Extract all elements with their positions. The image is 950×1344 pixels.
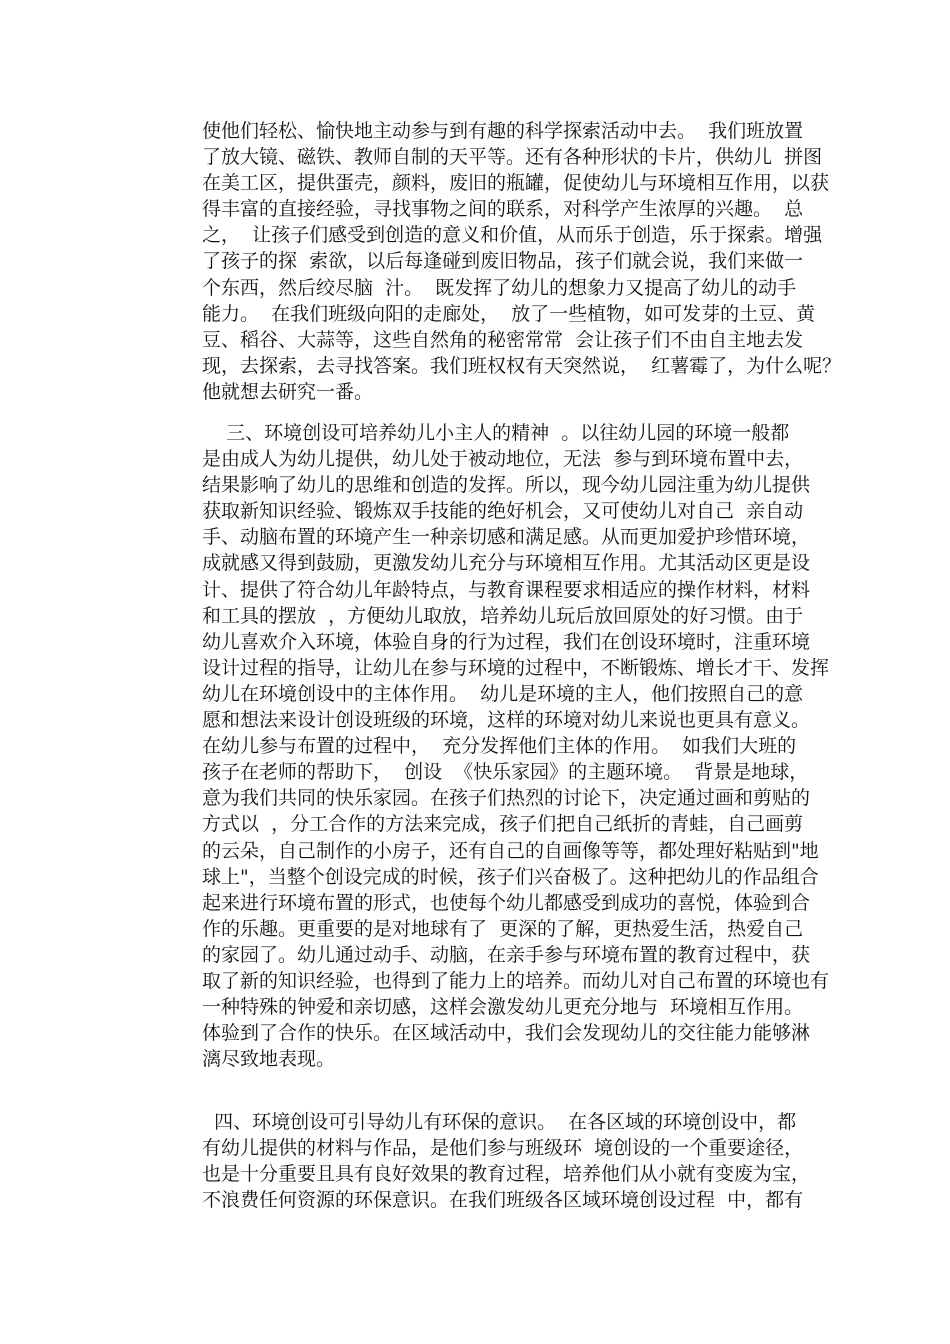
text-line: 的家园了。幼儿通过动手、动脑，在亲手参与环境布置的教育过程中，获 xyxy=(202,943,811,966)
text-line: 使他们轻松、愉快地主动参与到有趣的科学探索活动中去。 我们班放置 xyxy=(202,120,804,142)
text-line: 取了新的知识经验，也得到了能力上的培养。而幼儿对自己布置的环境也有 xyxy=(202,969,830,992)
text-line: 孩子在老师的帮助下， 创设 《快乐家园》的主题环境。 背景是地球， xyxy=(202,761,809,784)
text-line: 豆、稻谷、大蒜等，这些自然角的秘密常常 会让孩子们不由自主地去发 xyxy=(202,328,804,351)
text-line: 作的乐趣。更重要的是对地球有了 更深的了解，更热爱生活，热爱自己 xyxy=(202,917,804,940)
text-line: 起来进行环境布置的形式，也使每个幼儿都感受到成功的喜悦，体验到合 xyxy=(202,891,811,914)
text-line: 现，去探索，去寻找答案。我们班权权有天突然说， 红薯霉了，为什么呢？ xyxy=(202,354,842,377)
text-line: 设计过程的指导，让幼儿在参与环境的过程中，不断锻炼、增长才干、发挥 xyxy=(202,656,830,679)
text-line: 得丰富的直接经验，寻找事物之间的联系，对科学产生浓厚的兴趣。 总 xyxy=(202,198,804,221)
text-line: 成就感又得到鼓励，更激发幼儿充分与环境相互作用。尤其活动区更是设 xyxy=(202,552,811,575)
text-line: 在美工区，提供蛋壳，颜料，废旧的瓶罐，促使幼儿与环境相互作用，以获 xyxy=(202,172,830,195)
text-line: 之， 让孩子们感受到创造的意义和价值，从而乐于创造，乐于探索。增强 xyxy=(202,224,823,247)
text-line: 幼儿喜欢介入环境，体验自身的行为过程，我们在创设环境时，注重环境 xyxy=(202,630,811,653)
text-line: 漓尽致地表现。 xyxy=(202,1048,336,1071)
text-line: 在幼儿参与布置的过程中， 充分发挥他们主体的作用。 如我们大班的 xyxy=(202,735,797,758)
text-line: 和工具的摆放 ，方便幼儿取放，培养幼儿玩后放回原处的好习惯。由于 xyxy=(202,604,804,627)
text-line: 获取新知识经验、锻炼双手技能的绝好机会，又可使幼儿对自己 亲自动 xyxy=(202,500,804,523)
text-line: 能力。 在我们班级向阳的走廊处， 放了一些植物，如可发芽的土豆、黄 xyxy=(202,302,816,325)
text-line: 手、动脑布置的环境产生一种亲切感和满足感。从而更加爱护珍惜环境， xyxy=(202,526,811,549)
text-line: 他就想去研究一番。 xyxy=(202,380,374,403)
text-line: 了放大镜、磁铁、教师自制的天平等。还有各种形状的卡片，供幼儿 拼图 xyxy=(202,146,823,169)
paragraph-section-three xyxy=(202,420,830,1072)
paragraph-section-four xyxy=(202,1109,822,1213)
text-line: 一种特殊的钟爱和亲切感，这样会激发幼儿更充分地与 环境相互作用。 xyxy=(202,996,804,1019)
text-line: 的云朵，自己制作的小房子，还有自己的自画像等等，都处理好粘贴到"地 xyxy=(202,839,819,862)
paragraph-science-exploration xyxy=(202,118,842,405)
text-line: 是由成人为幼儿提供，幼儿处于被动地位，无法 参与到环境布置中去， xyxy=(202,448,804,471)
text-line: 四、环境创设可引导幼儿有环保的意识。 在各区域的环境创设中，都 xyxy=(202,1111,797,1133)
text-line: 结果影响了幼儿的思维和创造的发挥。所以，现今幼儿园注重为幼儿提供 xyxy=(202,474,811,497)
text-line: 不浪费任何资源的环保意识。在我们班级各区域环境创设过程 中，都有 xyxy=(202,1189,804,1212)
text-line: 体验到了合作的快乐。在区域活动中，我们会发现幼儿的交往能力能够淋 xyxy=(202,1022,811,1045)
text-line: 愿和想法来设计创设班级的环境，这样的环境对幼儿来说也更具有意义。 xyxy=(202,709,811,732)
text-line: 三、环境创设可培养幼儿小主人的精神 。以往幼儿园的环境一般都 xyxy=(202,422,790,444)
text-line: 意为我们共同的快乐家园。在孩子们热烈的讨论下，决定通过画和剪贴的 xyxy=(202,787,811,810)
text-line: 幼儿在环境创设中的主体作用。 幼儿是环境的主人，他们按照自己的意 xyxy=(202,682,804,705)
text-line: 也是十分重要且具有良好效果的教育过程，培养他们从小就有变废为宝， xyxy=(202,1163,811,1186)
text-line: 方式以 ，分工合作的方法来完成，孩子们把自己纸折的青蛙，自己画剪 xyxy=(202,813,804,836)
text-line: 计、提供了符合幼儿年龄特点，与教育课程要求相适应的操作材料，材料 xyxy=(202,578,811,601)
text-line: 球上"，当整个创设完成的时候，孩子们兴奋极了。这种把幼儿的作品组合 xyxy=(202,865,819,888)
text-line: 了孩子的探 索欲，以后每逢碰到废旧物品，孩子们就会说，我们来做一 xyxy=(202,250,804,273)
text-line: 有幼儿提供的材料与作品，是他们参与班级环 境创设的一个重要途径， xyxy=(202,1137,804,1160)
text-line: 个东西，然后绞尽脑 汁。 既发挥了幼儿的想象力又提高了幼儿的动手 xyxy=(202,276,797,299)
